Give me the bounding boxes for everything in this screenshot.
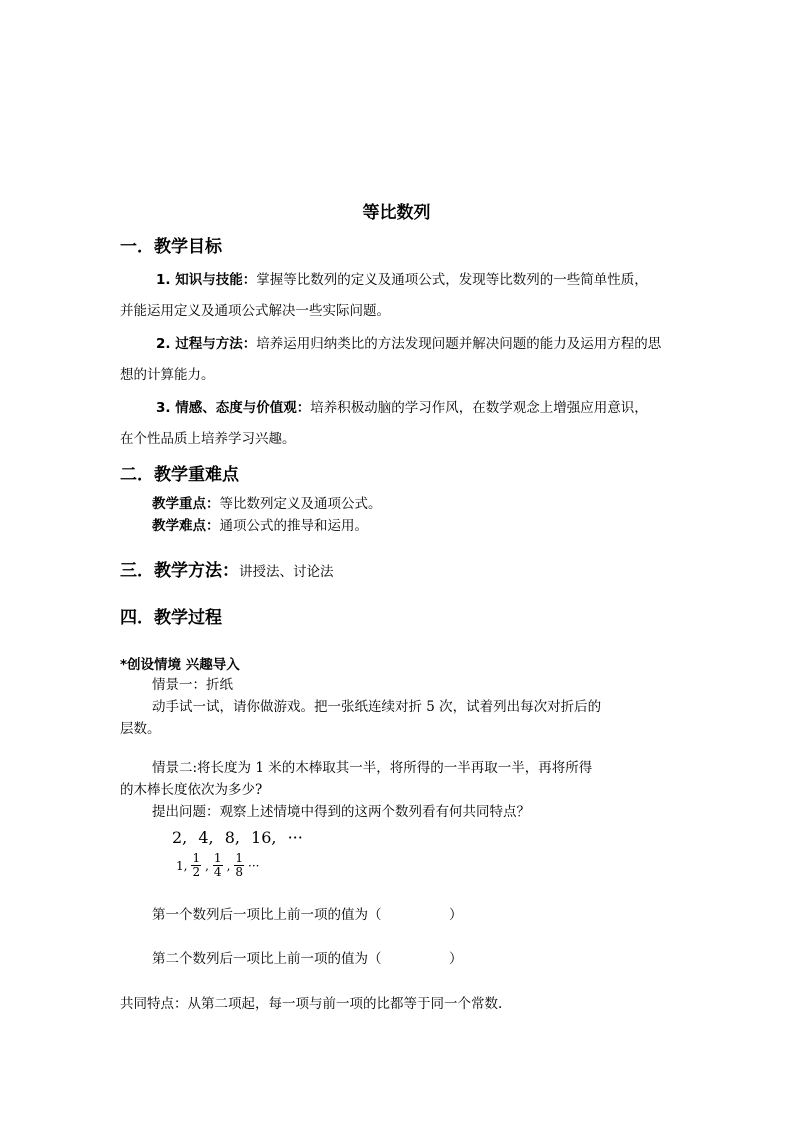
objective-text: 培养积极动脑的学习作风，在数学观念上增强应用意识， bbox=[310, 400, 648, 416]
fraction: $\frac{1}{4}$ bbox=[213, 851, 222, 879]
objective-label: 2. 过程与方法： bbox=[156, 336, 257, 352]
objective-label: 3. 情感、态度与价值观： bbox=[156, 400, 311, 416]
objective-label: 1. 知识与技能： bbox=[156, 272, 257, 288]
objective-3 bbox=[156, 396, 648, 416]
scene-2-text-cont: 的木棒长度依次为多少? bbox=[120, 782, 263, 798]
document-title: 等比数列 bbox=[362, 203, 431, 223]
sequence-term: 1, bbox=[176, 858, 188, 873]
sequence-2 bbox=[176, 852, 259, 879]
key-point-text: 等比数列定义及通项公式。 bbox=[219, 496, 382, 512]
separator: , bbox=[226, 858, 231, 873]
fraction: $\frac{1}{8}$ bbox=[235, 851, 244, 879]
section-heading-key-points: 二．教学重难点 bbox=[120, 465, 239, 485]
objective-text: 掌握等比数列的定义及通项公式，发现等比数列的一些简单性质， bbox=[256, 272, 648, 288]
sequence-1: 2, 4, 8, 16, ··· bbox=[172, 828, 303, 847]
separator: , bbox=[205, 858, 209, 873]
section-heading-methods bbox=[120, 556, 334, 581]
objective-2 bbox=[156, 332, 661, 352]
scene-1-text: 动手试一试，请你做游戏。把一张纸连续对折 5 次，试着列出每次对折后的 bbox=[152, 699, 602, 715]
scene-2-text: 情景二:将长度为 1 米的木棒取其一半，将所得的一半再取一半，再将所得 bbox=[152, 760, 593, 776]
methods-text: 讲授法、讨论法 bbox=[239, 564, 334, 580]
key-point bbox=[152, 492, 382, 512]
difficult-point-label: 教学难点： bbox=[152, 518, 220, 534]
fraction: $\frac{1}{2}$ bbox=[192, 851, 201, 879]
common-feature: 共同特点：从第二项起，每一项与前一项的比都等于同一个常数. bbox=[120, 996, 503, 1012]
objective-3-cont: 在个性品质上培养学习兴趣。 bbox=[120, 431, 296, 447]
ratio-question-1: 第一个数列后一项比上前一项的值为（ ） bbox=[152, 907, 463, 923]
key-point-label: 教学重点： bbox=[152, 496, 220, 512]
methods-label: 三．教学方法： bbox=[120, 561, 239, 581]
ellipsis: ··· bbox=[248, 858, 260, 873]
scene-1-title: 情景一：折纸 bbox=[152, 677, 233, 693]
subsection-title: *创设情境 兴趣导入 bbox=[120, 657, 240, 673]
section-heading-objectives: 一．教学目标 bbox=[120, 237, 222, 257]
objective-text: 培养运用归纳类比的方法发现问题并解决问题的能力及运用方程的思 bbox=[256, 336, 662, 352]
scene-1-text-cont: 层数。 bbox=[120, 721, 161, 737]
difficult-point-text: 通项公式的推导和运用。 bbox=[219, 518, 368, 534]
ratio-question-2: 第二个数列后一项比上前一项的值为（ ） bbox=[152, 951, 463, 967]
section-heading-process: 四．教学过程 bbox=[120, 608, 222, 628]
difficult-point bbox=[152, 514, 368, 534]
objective-1-cont: 并能运用定义及通项公式解决一些实际问题。 bbox=[120, 303, 390, 319]
objective-2-cont: 想的计算能力。 bbox=[120, 367, 215, 383]
objective-1 bbox=[156, 268, 648, 288]
question-text: 提出问题：观察上述情境中得到的这两个数列看有何共同特点？ bbox=[152, 804, 530, 820]
